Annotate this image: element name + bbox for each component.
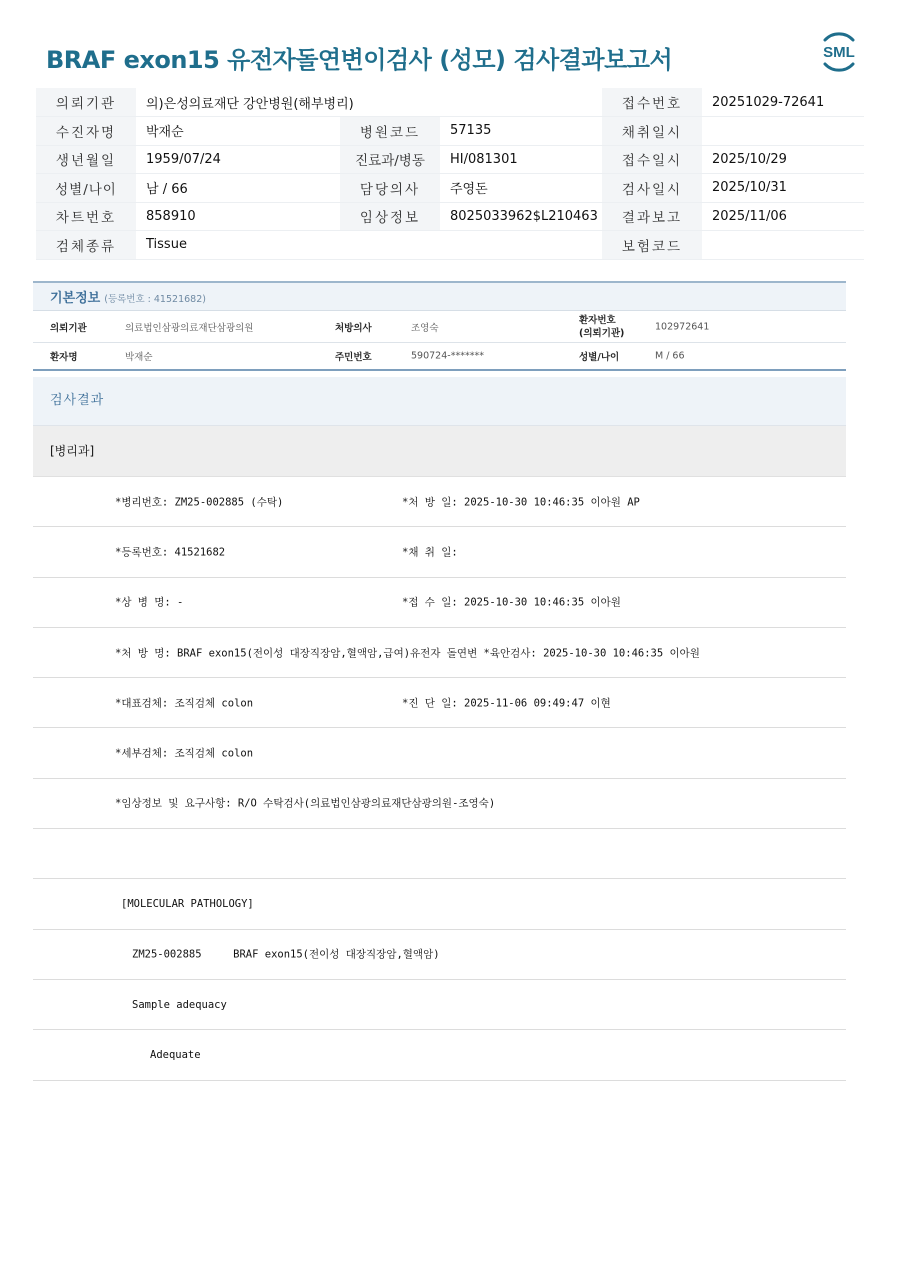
result-row	[33, 728, 846, 778]
info-patient-no-label	[579, 314, 624, 340]
hospital-code-value: 57135	[440, 117, 602, 146]
specimen-label: 검체종류	[36, 231, 136, 260]
info-institution-value: 의료법인삼광의료재단삼광의원	[125, 322, 254, 334]
logo-text: SML	[823, 44, 855, 61]
dept-value: HI/081301	[440, 145, 602, 174]
report-value: 2025/11/06	[702, 202, 864, 231]
header-row	[36, 174, 864, 203]
sex-age-value: 남 / 66	[136, 174, 340, 203]
info-patient-no-label-2: (의뢰기관)	[579, 327, 625, 339]
result-field: Adequate	[150, 1048, 201, 1061]
collection-value	[702, 117, 864, 146]
result-row	[33, 829, 846, 879]
report-title: BRAF exon15 유전자돌연변이검사 (성모) 검사결과보고서	[46, 46, 673, 74]
hospital-code-label: 병원코드	[340, 117, 440, 146]
info-patient-name-label: 환자명	[50, 352, 78, 363]
result-row	[33, 578, 846, 628]
header-row	[36, 117, 864, 146]
result-row	[33, 879, 846, 929]
result-field: *처 방 명: BRAF exon15(전이성 대장직장암,혈액암,급여)유전자 돌연변 *육안검사: 2025-10-30 10:46:35 이아원	[115, 647, 700, 660]
institution-label: 의뢰기관	[36, 88, 136, 117]
header-row	[36, 88, 864, 117]
result-field: *세부검체: 조직검체 colon	[115, 747, 254, 760]
receipt-date-value: 2025/10/29	[702, 145, 864, 174]
sex-age-label: 성별/나이	[36, 174, 136, 203]
result-field: Sample adequacy	[132, 998, 227, 1011]
doctor-label: 담당의사	[340, 174, 440, 203]
clinical-label: 임상정보	[340, 202, 440, 231]
info-prescriber-label: 처방의사	[335, 322, 372, 334]
collection-label: 채취일시	[602, 117, 702, 146]
result-row	[33, 930, 846, 980]
info-patient-name-value: 박재순	[125, 352, 153, 363]
result-field: *병리번호: ZM25-002885 (수탁)	[115, 496, 284, 509]
basic-info-row	[33, 343, 846, 371]
header-row	[36, 231, 864, 260]
report-label: 결과보고	[602, 202, 702, 231]
result-row	[33, 1030, 846, 1080]
test-date-label: 검사일시	[602, 174, 702, 203]
dept-label: 진료과/병동	[340, 145, 440, 174]
basic-info-section	[33, 281, 846, 371]
clinical-value: 8025033962$L210463	[440, 202, 602, 231]
result-row	[33, 628, 846, 678]
molecular-pathology-heading: [MOLECULAR PATHOLOGY]	[121, 898, 254, 911]
basic-info-title: 기본정보	[50, 291, 101, 306]
info-patient-no-value: 102972641	[655, 321, 710, 332]
doctor-value: 주영돈	[440, 174, 602, 203]
accession-label: 접수번호	[602, 88, 702, 117]
patient-label: 수진자명	[36, 117, 136, 146]
basic-info-header	[33, 281, 846, 311]
results-list	[33, 477, 846, 1081]
info-sex-age-label: 성별/나이	[579, 352, 620, 363]
basic-info-subtitle: (등록번호 : 41521682)	[104, 294, 206, 305]
info-prescriber-value: 조영숙	[411, 322, 439, 334]
result-field: *처 방 일: 2025-10-30 10:46:35 이아원 AP	[402, 496, 640, 509]
patient-value: 박재순	[136, 117, 340, 146]
result-field: *상 병 명: -	[115, 596, 184, 609]
institution-value: 의)은성의료재단 강안병원(해부병리)	[136, 88, 602, 117]
results-department: [병리과]	[33, 426, 846, 477]
basic-info-row	[33, 311, 846, 343]
dob-label: 생년월일	[36, 145, 136, 174]
result-row	[33, 779, 846, 829]
result-field: *등록번호: 41521682	[115, 546, 226, 559]
info-resident-no-label: 주민번호	[335, 352, 372, 363]
info-institution-label: 의뢰기관	[50, 322, 87, 334]
insurance-value	[702, 231, 864, 260]
receipt-date-label: 접수일시	[602, 145, 702, 174]
result-field: *채 취 일:	[402, 546, 458, 559]
chart-label: 차트번호	[36, 202, 136, 231]
info-resident-no-value: 590724-*******	[411, 350, 484, 362]
result-row	[33, 477, 846, 527]
accession-value: 20251029-72641	[702, 88, 864, 117]
result-field: ZM25-002885 BRAF exon15(전이성 대장직장암,혈액암)	[132, 948, 440, 961]
insurance-label: 보험코드	[602, 231, 702, 260]
header-info-table	[36, 88, 864, 260]
dob-value: 1959/07/24	[136, 145, 340, 174]
sml-logo	[817, 30, 861, 74]
result-field: *접 수 일: 2025-10-30 10:46:35 이아원	[402, 596, 621, 609]
header-row	[36, 145, 864, 174]
result-field: *임상정보 및 요구사항: R/O 수탁검사(의료법인삼광의료재단삼광의원-조영숙)	[115, 797, 496, 810]
result-field: *진 단 일: 2025-11-06 09:49:47 이현	[402, 697, 611, 710]
info-sex-age-value: M / 66	[655, 350, 685, 362]
info-patient-no-label-1: 환자번호	[579, 314, 616, 326]
header-row	[36, 202, 864, 231]
result-field: *대표검체: 조직검체 colon	[115, 697, 254, 710]
result-row	[33, 980, 846, 1030]
test-date-value: 2025/10/31	[702, 174, 864, 203]
result-row	[33, 678, 846, 728]
chart-value: 858910	[136, 202, 340, 231]
specimen-value: Tissue	[136, 231, 602, 260]
result-row	[33, 527, 846, 577]
results-title: 검사결과	[33, 377, 846, 426]
